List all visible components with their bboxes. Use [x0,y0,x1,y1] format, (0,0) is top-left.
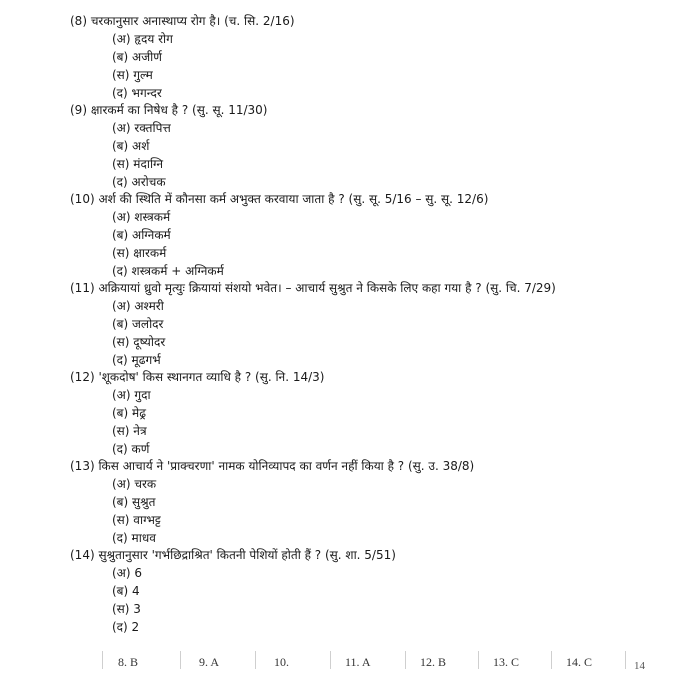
question-text: (14) सुश्रुतानुसार 'गर्भछिद्राश्रित' कितनी पेशियों होती हैं ? (सु. शा. 5/51) [70,548,396,562]
option-b: (ब) अग्निकर्म [112,228,171,242]
option-b: (ब) 4 [112,584,140,598]
question-text: (12) 'शूकदोष' किस स्थानगत व्याधि है ? (सु. नि. 14/3) [70,370,325,384]
option-d: (द) अरोचक [112,175,166,189]
option-c: (स) 3 [112,602,141,616]
option-c: (स) मंदाग्नि [112,157,164,171]
option-a: (अ) 6 [112,566,142,580]
option-d: (द) 2 [112,620,140,634]
option-d: (द) शस्त्रकर्म + अग्निकर्म [112,264,224,278]
option-c: (स) दूष्योदर [112,335,166,349]
question-11 [70,279,556,369]
divider [180,651,181,669]
page-number: 14 [634,660,645,672]
question-text: (13) किस आचार्य ने 'प्राक्चरणा' नामक योनिव्यापद का वर्णन नहीं किया है ? (सु. उ. 38/8) [70,459,475,473]
question-text: (11) अक्रियायां ध्रुवो मृत्युः क्रियायां संशयो भवेत। – आचार्य सुश्रुत ने किसके लिए कहा गया है ? (सु. चि. 7/29) [70,281,556,295]
option-d: (द) भगन्दर [112,86,162,100]
option-b: (ब) जलोदर [112,317,164,331]
option-a: (अ) हृदय रोग [112,32,173,46]
option-a: (अ) शस्त्रकर्म [112,210,171,224]
answer-10: 10. [274,655,289,669]
answer-8: 8. B [118,655,139,669]
question-8 [70,12,295,102]
answer-key [100,651,640,673]
option-b: (ब) सुश्रुत [112,495,156,509]
option-d: (द) कर्ण [112,442,150,456]
option-d: (द) माधव [112,531,156,545]
option-c: (स) क्षारकर्म [112,246,167,260]
answer-12: 12. B [420,655,447,669]
option-a: (अ) चरक [112,477,157,491]
option-a: (अ) अश्मरी [112,299,164,313]
option-d: (द) मूढगर्भ [112,353,161,367]
question-12 [70,368,324,458]
question-14 [70,546,396,636]
question-13 [70,457,474,547]
option-c: (स) नेत्र [112,424,147,438]
answer-13: 13. C [493,655,520,669]
option-a: (अ) गुदा [112,388,151,402]
divider [255,651,256,669]
option-b: (ब) मेढ्र [112,406,146,420]
answer-9: 9. A [199,655,220,669]
option-c: (स) वाग्भट्ट [112,513,161,527]
answer-14: 14. C [566,655,593,669]
option-c: (स) गुल्म [112,68,153,82]
question-text: (8) चरकानुसार अनास्थाप्य रोग है। (च. सि. 2/16) [70,14,295,28]
question-text: (9) क्षारकर्म का निषेध है ? (सु. सू. 11/30) [70,103,268,117]
divider [405,651,406,669]
answer-11: 11. A [345,655,371,669]
question-9 [70,101,267,191]
question-text: (10) अर्श की स्थिति में कौनसा कर्म अभुक्त करवाया जाता है ? (सु. सू. 5/16 – सु. सू. 12/6) [70,192,489,206]
divider [102,651,103,669]
option-b: (ब) अर्श [112,139,150,153]
option-b: (ब) अजीर्ण [112,50,162,64]
divider [330,651,331,669]
question-10 [70,190,488,280]
option-a: (अ) रक्तपित्त [112,121,171,135]
divider [551,651,552,669]
divider [625,651,626,669]
divider [478,651,479,669]
